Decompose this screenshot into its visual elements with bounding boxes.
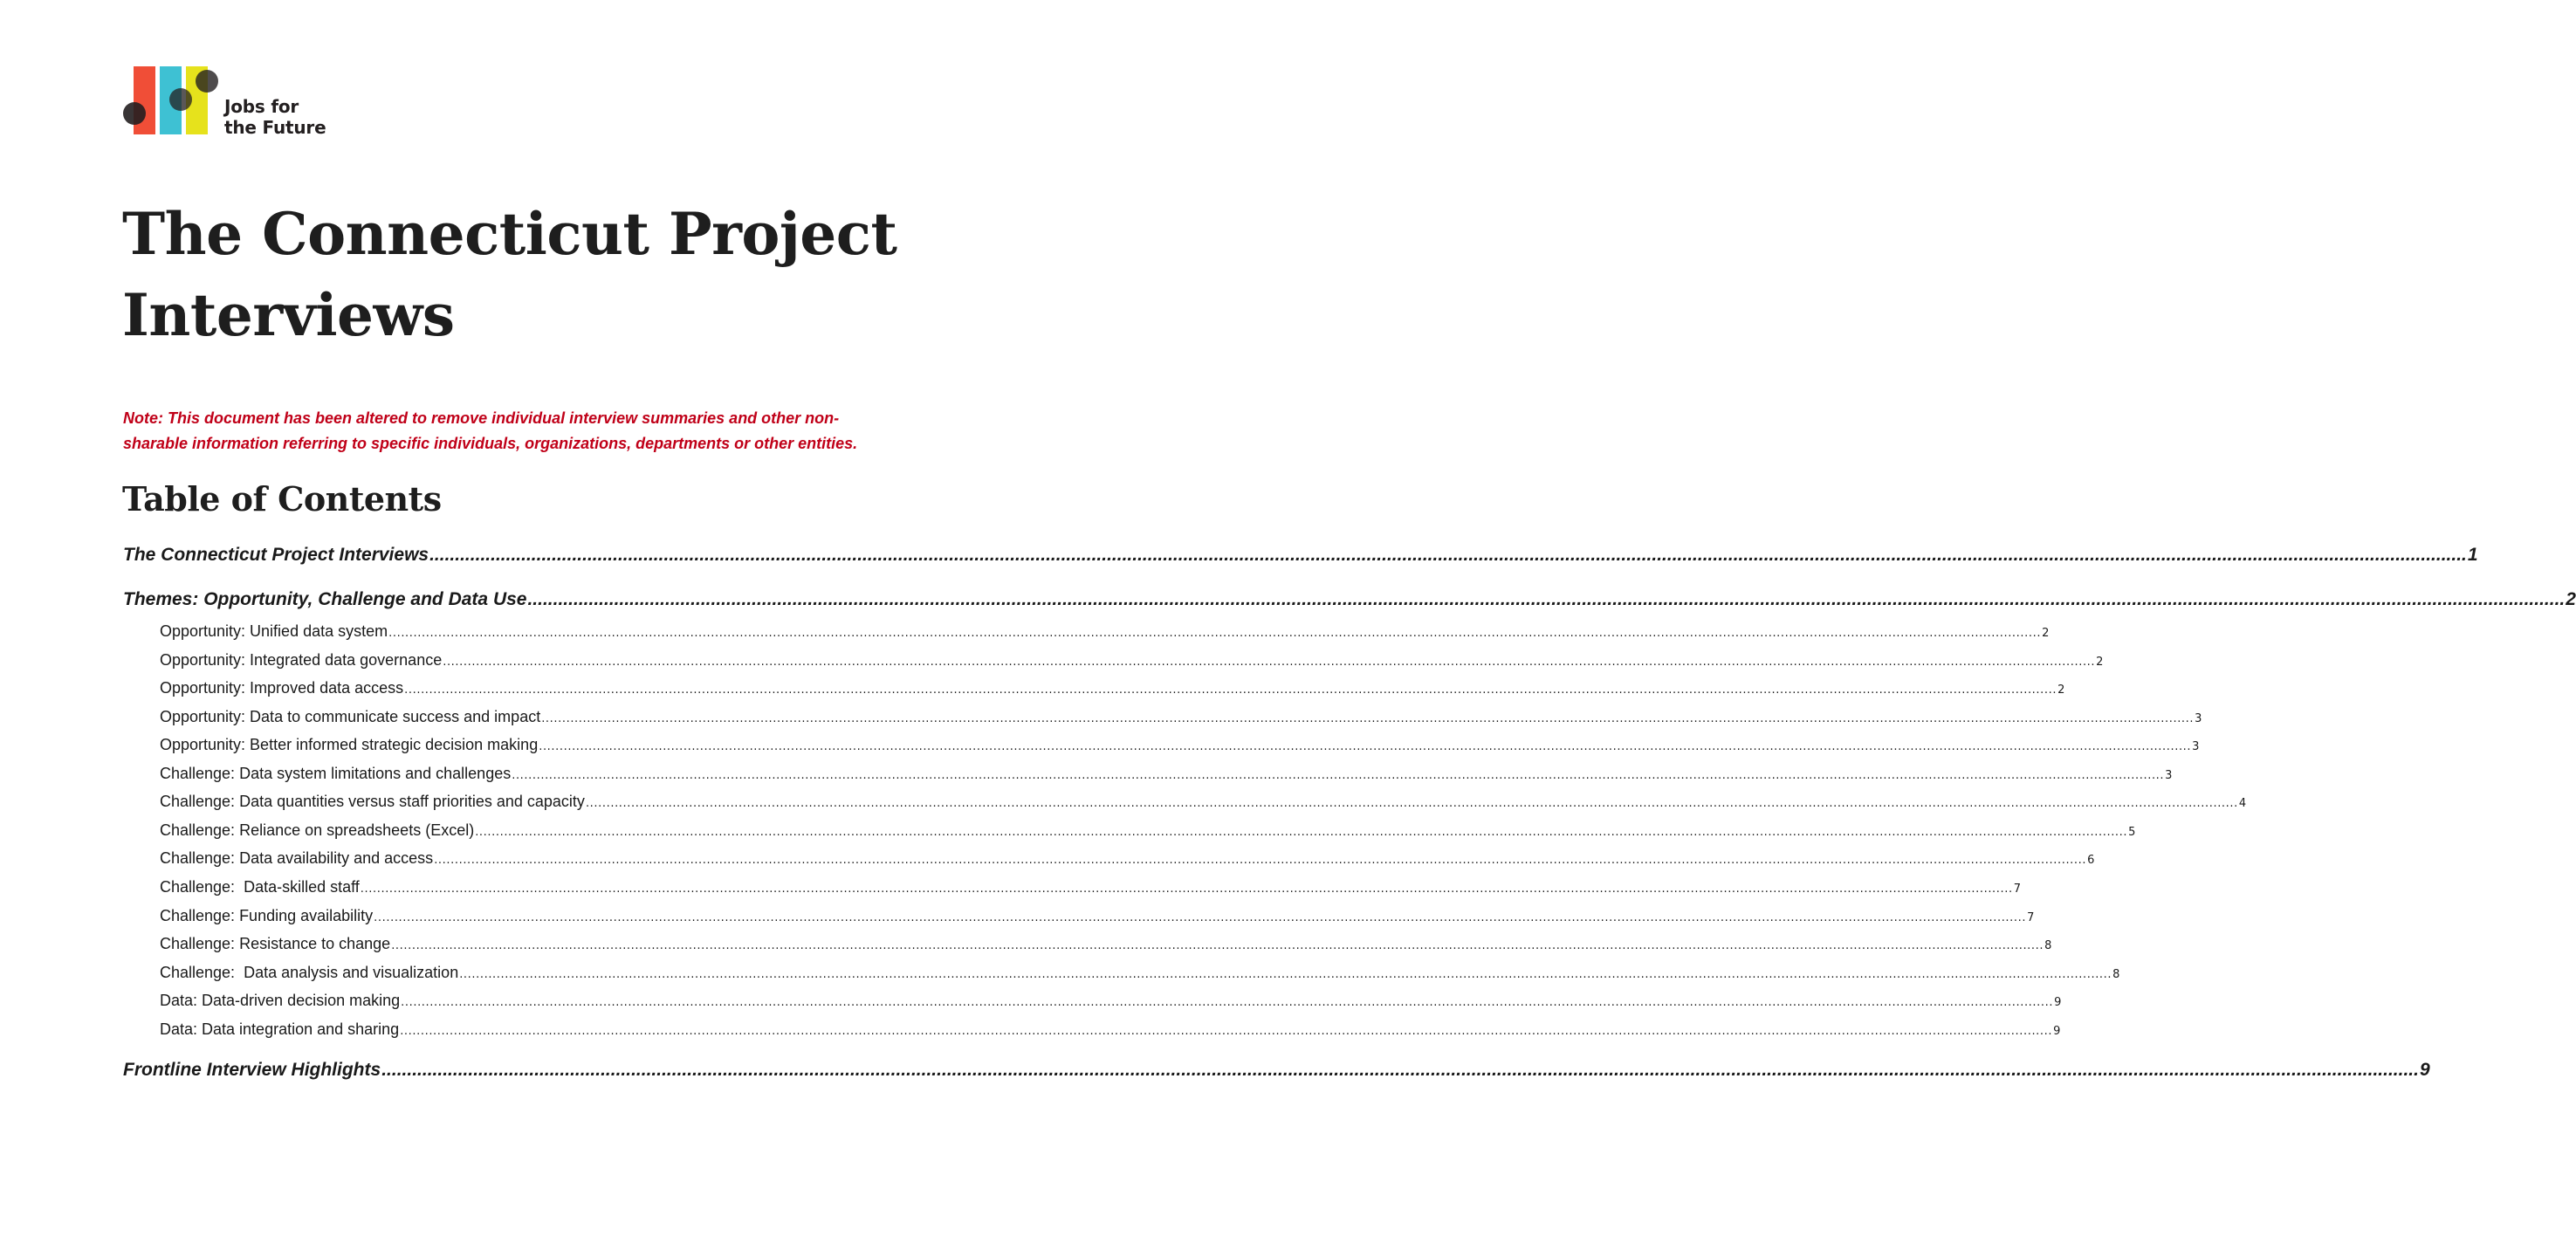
toc-dot-leader: ................................................................................................................................................................................................................................................................................................................................................................................................................ (539, 740, 2192, 753)
toc-dot-leader: ................................................................................................................................................................................................................................................................................................................................................................................................................ (381, 1060, 2419, 1080)
toc-dot-leader: ................................................................................................................................................................................................................................................................................................................................................................................................................ (360, 883, 2013, 896)
toc-entry-label: Opportunity: Better informed strategic decision making (160, 736, 539, 753)
toc-page-number: 5 (2128, 826, 2136, 839)
document-title (122, 194, 960, 356)
toc-entry-label: Challenge: Data analysis and visualization (160, 964, 459, 981)
toc-subentry[interactable] (160, 708, 2202, 726)
toc-entry-label: Opportunity: Improved data access (160, 679, 404, 697)
toc-dot-leader: ................................................................................................................................................................................................................................................................................................................................................................................................................ (401, 996, 2054, 1009)
toc-heading: Table of Contents (122, 479, 442, 519)
toc-subentry[interactable] (160, 765, 2173, 783)
toc-subentry[interactable] (160, 878, 2022, 896)
toc-page-number: 4 (2238, 797, 2247, 810)
toc-dot-leader: ................................................................................................................................................................................................................................................................................................................................................................................................................ (391, 939, 2044, 952)
toc-entry-label: Challenge: Funding availability (160, 907, 374, 924)
toc-page-number: 7 (2013, 883, 2022, 896)
redaction-note (123, 406, 952, 457)
toc-entry-label: Challenge: Resistance to change (160, 935, 391, 952)
toc-subentry[interactable] (160, 793, 2247, 811)
toc-page-number: 2 (2057, 683, 2065, 697)
toc-dot-leader: ................................................................................................................................................................................................................................................................................................................................................................................................................ (527, 589, 2566, 609)
toc-entry-label: Challenge: Reliance on spreadsheets (Excel) (160, 821, 475, 839)
toc-entry-label: Opportunity: Data to communicate success and impact (160, 708, 541, 725)
toc-page-number: 2 (2566, 589, 2576, 609)
toc-dot-leader: ................................................................................................................................................................................................................................................................................................................................................................................................................ (459, 968, 2112, 981)
toc-subentry[interactable] (160, 651, 2104, 670)
logo-line-1: Jobs for (224, 96, 299, 117)
toc-dot-leader: ................................................................................................................................................................................................................................................................................................................................................................................................................ (374, 911, 2027, 924)
toc-entry-label: Data: Data integration and sharing (160, 1020, 400, 1038)
toc-subentry[interactable] (160, 849, 2095, 868)
toc-subentry[interactable] (160, 964, 2120, 982)
toc-entry-label: Challenge: Data system limitations and challenges (160, 765, 512, 782)
logo-line-2: the Future (224, 117, 326, 138)
toc-page-number: 1 (2467, 545, 2478, 565)
toc-page-number: 3 (2165, 769, 2173, 782)
toc-subentry[interactable] (160, 821, 2136, 840)
toc-entry-label: Data: Data-driven decision making (160, 992, 401, 1009)
toc-subentry[interactable] (160, 992, 2062, 1010)
toc-page-number: 9 (2054, 996, 2062, 1009)
toc-dot-leader: ................................................................................................................................................................................................................................................................................................................................................................................................................ (388, 627, 2042, 640)
jff-logo (122, 65, 332, 140)
title-line-2: Interviews (122, 281, 455, 349)
toc-entry-label: Frontline Interview Highlights (123, 1060, 381, 1080)
toc-dot-leader: ................................................................................................................................................................................................................................................................................................................................................................................................................ (400, 1025, 2053, 1038)
toc-dot-leader: ................................................................................................................................................................................................................................................................................................................................................................................................................ (429, 545, 2467, 565)
toc-entry-label: Challenge: Data-skilled staff (160, 878, 360, 896)
toc-entry-label: The Connecticut Project Interviews (123, 545, 429, 565)
toc-subentry[interactable] (160, 935, 2052, 953)
toc-page-number: 3 (2195, 712, 2202, 725)
toc-dot-leader: ................................................................................................................................................................................................................................................................................................................................................................................................................ (475, 826, 2128, 839)
title-line-1: The Connecticut Project (122, 200, 897, 268)
toc-entry[interactable] (123, 589, 2576, 610)
toc-entry[interactable] (123, 545, 2478, 566)
toc-entry-label: Challenge: Data availability and access (160, 849, 434, 867)
toc-subentry[interactable] (160, 907, 2035, 925)
toc-page-number: 3 (2192, 740, 2200, 753)
toc-subentry[interactable] (160, 1020, 2061, 1039)
toc-entry-label: Opportunity: Unified data system (160, 622, 388, 640)
note-line-1: Note: This document has been altered to remove individual interview summaries and other non- (123, 409, 840, 427)
toc-entry-label: Themes: Opportunity, Challenge and Data Use (123, 589, 527, 609)
toc-page-number: 9 (2419, 1060, 2430, 1080)
toc-dot-leader: ................................................................................................................................................................................................................................................................................................................................................................................................................ (434, 854, 2087, 867)
toc-page-number: 9 (2053, 1025, 2061, 1038)
toc-subentry[interactable] (160, 736, 2200, 754)
toc-page-number: 8 (2112, 968, 2120, 981)
note-line-2: sharable information referring to specific individuals, organizations, departments or other entities. (123, 435, 858, 452)
toc-page-number: 8 (2044, 939, 2052, 952)
toc-entry[interactable] (123, 1060, 2430, 1081)
toc-dot-leader: ................................................................................................................................................................................................................................................................................................................................................................................................................ (404, 683, 2057, 697)
toc-subentry[interactable] (160, 679, 2065, 697)
toc-entry-label: Opportunity: Integrated data governance (160, 651, 443, 669)
toc-page-number: 2 (2042, 627, 2050, 640)
toc-page-number: 6 (2087, 854, 2095, 867)
toc-dot-leader: ................................................................................................................................................................................................................................................................................................................................................................................................................ (541, 712, 2195, 725)
toc-dot-leader: ................................................................................................................................................................................................................................................................................................................................................................................................................ (443, 656, 2096, 669)
logo-mark-icon (122, 65, 223, 140)
toc-dot-leader: ................................................................................................................................................................................................................................................................................................................................................................................................................ (512, 769, 2165, 782)
toc-entry-label: Challenge: Data quantities versus staff priorities and capacity (160, 793, 585, 810)
logo-wordmark (224, 96, 326, 138)
toc-subentry[interactable] (160, 622, 2050, 641)
toc-page-number: 7 (2027, 911, 2035, 924)
toc-dot-leader: ................................................................................................................................................................................................................................................................................................................................................................................................................ (585, 797, 2238, 810)
toc-page-number: 2 (2096, 656, 2104, 669)
